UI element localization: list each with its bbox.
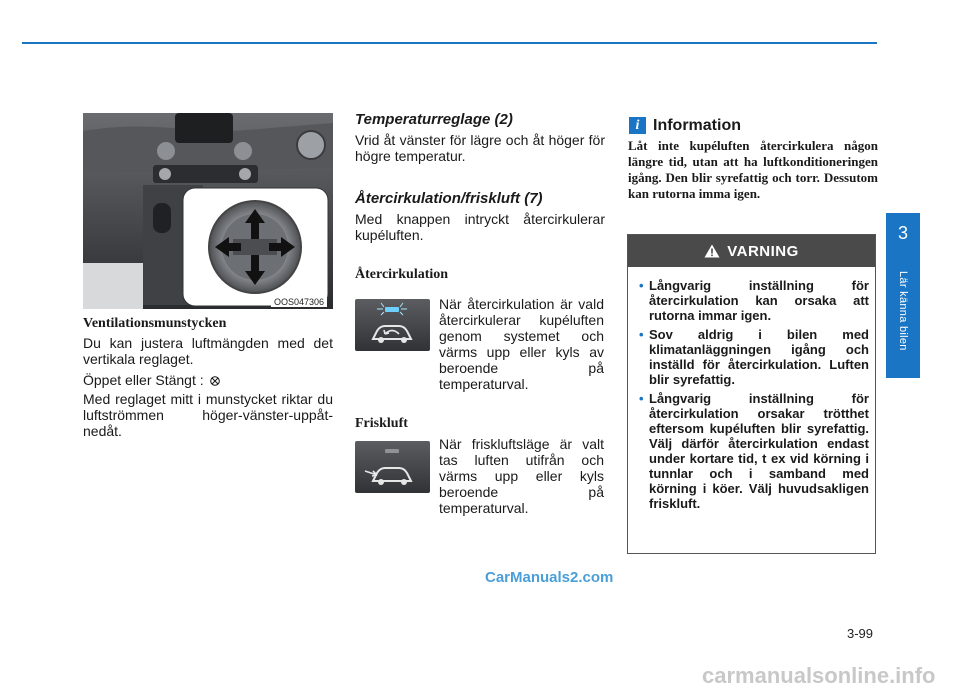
vent-paragraph-3: Med reglaget mitt i munstycket riktar du luftströmmen höger-vänster-uppåt-nedåt. xyxy=(83,391,333,439)
dashboard-vent-photo xyxy=(83,113,333,309)
info-icon: i xyxy=(629,117,646,134)
image-code: OOS047306 xyxy=(271,297,327,307)
vent-open-closed-label: Öppet eller Stängt : xyxy=(83,372,204,388)
warning-item: • Långvarig inställning för återcirkulation kan orsaka att rutorna immar igen. xyxy=(639,278,869,323)
warning-item: • Sov aldrig i bilen med klimatanläggningen igång och inställd för återcirkulation. Luften blir syrefattig. xyxy=(639,327,869,387)
warning-header xyxy=(628,235,875,267)
chapter-number: 3 xyxy=(897,223,908,243)
bullet-icon: • xyxy=(639,327,644,342)
temperature-heading: Temperaturreglage (2) xyxy=(355,111,513,128)
page-number: 3-99 xyxy=(847,626,874,641)
info-title: Information xyxy=(653,117,741,134)
warning-box xyxy=(627,234,876,554)
warning-triangle-icon xyxy=(704,244,720,258)
header-rule xyxy=(22,42,877,44)
recirc-mode-heading: Återcirkulation xyxy=(355,267,449,282)
warning-title: VARNING xyxy=(727,242,799,260)
recirculation-button-image xyxy=(355,299,430,351)
watermark-top: CarManuals2.com xyxy=(485,569,614,586)
fresh-air-heading: Friskluft xyxy=(355,416,408,431)
vent-open-closed-icon xyxy=(210,376,220,386)
chapter-title: Lär känna bilen xyxy=(897,270,909,351)
bullet-icon: • xyxy=(639,391,644,406)
bullet-icon: • xyxy=(639,278,644,293)
recirc-mode-text: När återcirkulation är vald återcirkulerar kupéluften genom systemet och värms upp eller kyls av beroende på temperaturval. xyxy=(439,296,604,392)
dashboard-illustration xyxy=(83,113,333,309)
warning-item: • Långvarig inställning för återcirkulation orsakar trötthet eftersom kupéluften blir syrefattig. Välj därför återcirkulation endast under kortare tid, t ex vid körning i tunnlar och i samband med körning i köer. Välj huvudsakligen friskluft. xyxy=(639,391,869,511)
vent-paragraph-1: Du kan justera luftmängden med det vertikala reglaget. xyxy=(83,335,333,367)
info-text: Låt inte kupéluften återcirkulera någon längre tid, utan att ha luftkonditioneringen igång. Den blir syrefattig och torr. Dessutom kan rutorna imma igen. xyxy=(628,138,878,201)
fresh-air-car-icon xyxy=(355,441,430,493)
vent-heading: Ventilationsmunstycken xyxy=(83,316,227,331)
fresh-air-button-image xyxy=(355,441,430,493)
warning-list xyxy=(639,278,869,515)
vent-paragraph-2 xyxy=(83,372,333,388)
recirculation-text: Med knappen intryckt återcirkulerar kupéluften. xyxy=(355,211,605,243)
recirculation-car-icon xyxy=(355,299,430,351)
temperature-text: Vrid åt vänster för lägre och åt höger för högre temperatur. xyxy=(355,132,605,164)
recirculation-heading: Återcirkulation/friskluft (7) xyxy=(355,190,543,207)
chapter-tab xyxy=(886,213,920,378)
fresh-air-text: När friskluftsläge är valt tas luften utifrån och värms upp eller kyls beroende på temperaturval. xyxy=(439,436,604,516)
watermark-bottom: carmanualsonline.info xyxy=(702,663,936,688)
